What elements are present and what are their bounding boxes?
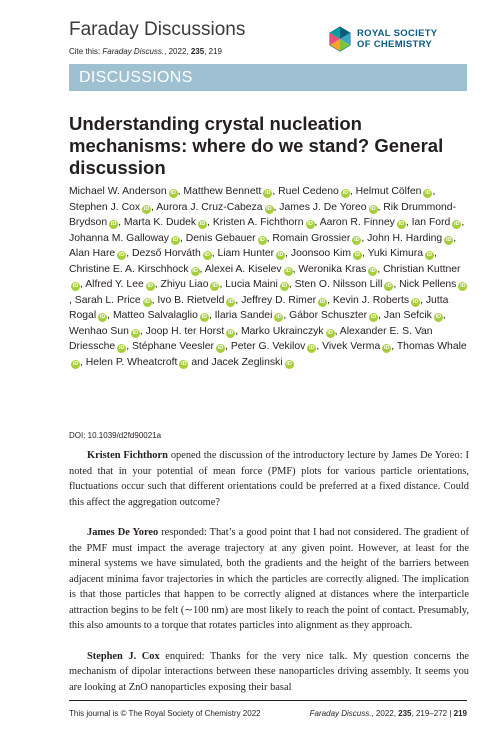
author-name[interactable]: John H. Harding	[367, 232, 443, 244]
author-name[interactable]: Jan Sefcik	[383, 310, 432, 321]
speaker-name: James De Yoreo	[87, 527, 159, 538]
orcid-icon[interactable]: iD	[192, 267, 198, 274]
orcid-icon[interactable]: iD	[276, 314, 282, 320]
orcid-icon[interactable]: iD	[426, 252, 433, 258]
orcid-icon[interactable]: iD	[454, 221, 460, 227]
orcid-icon[interactable]: iD	[277, 252, 284, 258]
author-name[interactable]: Sten O. Nilsson Lill	[294, 279, 383, 290]
author-name[interactable]: Weronika Kras	[298, 263, 367, 275]
orcid-icon[interactable]: iD	[285, 267, 291, 274]
orcid-icon[interactable]: iD	[460, 283, 466, 289]
orcid-icon[interactable]: iD	[132, 329, 139, 336]
author-name[interactable]: Romain Grossier	[272, 232, 351, 244]
orcid-icon[interactable]: iD	[425, 190, 431, 196]
author-name[interactable]: Marko Ukrainczyk	[241, 325, 324, 337]
orcid-icon[interactable]: iD	[307, 221, 313, 227]
doi[interactable]: DOI: 10.1039/d2fd90021a	[69, 431, 162, 440]
paragraph-text: opened the discussion of the introductory lecture by James De Yoreo: I noted that in your potential of mean force (PMF) plots for various particle orientations, fluctuations occur such that different orientations could be preferred at a fixed distance. Could this affect the aggregation outcome?	[69, 450, 469, 508]
author-name[interactable]: Christine E. A. Kirschhock	[69, 263, 189, 275]
orcid-icon[interactable]: iD	[212, 283, 218, 289]
author-name[interactable]: Zhiyu Liao	[160, 279, 209, 290]
author-name[interactable]: Rik Drummond-Brydson	[69, 201, 457, 228]
footer-journal: Faraday Discuss.	[309, 709, 372, 718]
author-name[interactable]: and Jacek Zeglinski	[191, 356, 283, 368]
author-name[interactable]: Jeffrey D. Rimer	[241, 294, 317, 306]
author-name[interactable]: Stephen J. Cox	[69, 201, 141, 213]
author-name[interactable]: Dezső Horváth	[132, 248, 201, 259]
orcid-icon[interactable]: iD	[327, 329, 333, 336]
orcid-icon[interactable]: iD	[370, 314, 377, 320]
author-name[interactable]: Stéphane Veesler	[131, 341, 215, 352]
author-name[interactable]: Helen P. Wheatcroft	[85, 356, 178, 368]
orcid-icon[interactable]: iD	[118, 252, 125, 258]
discussion-paragraph	[69, 649, 469, 696]
discussion-paragraph	[69, 448, 469, 510]
orcid-icon[interactable]: iD	[259, 236, 265, 243]
author-name[interactable]: Matthew Bennett	[183, 186, 262, 197]
speaker-name: Kristen Fichthorn	[87, 450, 168, 461]
orcid-icon[interactable]: iD	[281, 283, 288, 289]
orcid-icon[interactable]: iD	[354, 236, 360, 243]
orcid-icon[interactable]: iD	[386, 283, 392, 289]
rsc-logo	[327, 26, 457, 52]
orcid-icon[interactable]: iD	[227, 329, 234, 336]
section-banner: DISCUSSIONS	[69, 64, 467, 91]
orcid-icon[interactable]: iD	[435, 314, 442, 320]
cite-journal: Faraday Discuss.	[102, 47, 165, 56]
orcid-icon[interactable]: iD	[342, 190, 349, 196]
author-name[interactable]: Alan Hare	[69, 248, 116, 259]
discussion-paragraph	[69, 525, 469, 634]
footer-divider	[69, 700, 467, 701]
orcid-icon[interactable]: iD	[199, 221, 206, 227]
orcid-icon[interactable]: iD	[398, 221, 405, 227]
page-number: 219	[453, 709, 467, 718]
journal-title: Faraday Discussions	[69, 19, 246, 40]
author-name[interactable]: Kevin J. Roberts	[332, 294, 410, 306]
author-name[interactable]: Wenhao Sun	[69, 325, 129, 337]
author-name[interactable]: Ilaria Sandei	[214, 310, 273, 321]
author-name[interactable]: Ivo B. Rietveld	[157, 294, 225, 306]
author-name[interactable]: Joop H. ter Horst	[145, 325, 225, 337]
article-body	[69, 448, 469, 710]
author-name[interactable]: Alfred Y. Lee	[85, 279, 144, 290]
footer-year: , 2022,	[371, 709, 399, 718]
orcid-icon[interactable]: iD	[370, 267, 376, 274]
orcid-icon[interactable]: iD	[265, 190, 271, 196]
author-name[interactable]: Johanna M. Galloway	[69, 232, 169, 244]
author-name[interactable]: Michael W. Anderson	[69, 186, 167, 197]
orcid-icon[interactable]: iD	[319, 298, 326, 305]
orcid-icon[interactable]: iD	[144, 298, 150, 305]
author-name[interactable]: Alexander E. S. Van Driessche	[69, 325, 433, 352]
orcid-icon[interactable]: iD	[354, 252, 361, 258]
author-name[interactable]: Helmut Cölfen	[355, 186, 422, 197]
orcid-icon[interactable]: iD	[309, 345, 315, 351]
orcid-icon[interactable]: iD	[228, 298, 234, 305]
orcid-icon[interactable]: iD	[170, 190, 176, 196]
paragraph-text: enquired: Thanks for the very nice talk. My question concerns the mechanism of dipolar interactions between these nanoparticles driving assembly. It seems you are looking at ZnO nanoparticles exposing their basal	[69, 650, 470, 693]
rsc-line-2: OF CHEMISTRY	[357, 39, 433, 50]
orcid-icon[interactable]: iD	[286, 360, 292, 367]
orcid-icon[interactable]: iD	[266, 205, 272, 212]
rsc-emblem-icon	[327, 26, 353, 52]
cite-year: , 2022,	[164, 47, 191, 56]
author-list: Michael W. Anderson iD , Matthew Bennett iD , Ruel Cedeno iD , Helmut Cölfen iD , Stephen J. Cox iD , Aurora J. Cruz-Cabeza iD , James J. De Yoreo iD , Rik Drummond-Brydson iD , Marta K. Dudek iD , Kristen A. Fichthorn iD , Aaron R. Finney iD , Ian Ford iD , Johanna M. Galloway iD , Denis Gebauer iD , Romain Grossier iD , John H. Harding iD , Alan Hare iD , Dezső Horváth iD , Liam Hunter iD , Joonsoo Kim iD , Yuki Kimura iD , Christine E. A. Kirschhock iD , Alexei A. Kiselev iD , Weronika Kras iD , Christian KuttneriD , Alfred Y. Lee iD , Zhiyu Liao iD , Lucia Maini iD , Sten O. Nilsson Lill iD , Nick Pellens iD, Sarah L. Price iD , Ivo B. Rietveld iD , Jeffrey D. Rimer iD , Kevin J. Roberts iD , Jutta Rogal iD , Matteo Salvalaglio iD , Ilaria Sandei iD , Gábor Schuszter iD , Jan Sefcik iD , Wenhao Sun iD , Joop H. ter Horst iD , Marko Ukrainczyk iD , Alexander E. S. Van Driessche iD , Stéphane Veesler iD , Peter G. Vekilov iD , Vivek Verma iD , Thomas WhaleiD , Helen P. Wheatcroft iD and Jacek Zeglinski iD	[69, 186, 467, 368]
author-name[interactable]: Christian Kuttner	[383, 263, 461, 275]
author-name[interactable]: Vivek Verma	[322, 341, 381, 352]
author-name[interactable]: Marta K. Dudek	[123, 217, 197, 228]
orcid-icon[interactable]: iD	[370, 205, 376, 212]
footer-citation	[265, 709, 467, 718]
author-name[interactable]: Peter G. Vekilov	[230, 341, 306, 352]
cite-prefix: Cite this:	[69, 47, 101, 56]
author-name[interactable]: Alexei A. Kiselev	[204, 263, 282, 275]
author-name[interactable]: Aurora J. Cruz-Cabeza	[156, 201, 263, 213]
rsc-line-1: ROYAL SOCIETY	[357, 28, 438, 39]
orcid-icon[interactable]: iD	[181, 360, 187, 367]
author-name[interactable]: Nick Pellens	[399, 279, 457, 290]
citation-line	[69, 47, 222, 56]
orcid-icon[interactable]: iD	[201, 314, 208, 320]
author-name[interactable]: Ian Ford	[411, 217, 451, 228]
author-name[interactable]: Ruel Cedeno	[278, 186, 339, 197]
cite-page: , 219	[204, 47, 222, 56]
author-name[interactable]: Kristen A. Fichthorn	[212, 217, 304, 228]
footer-volume: 235	[398, 709, 412, 718]
paragraph-text: responded: That’s a good point that I had not considered. The gradient of the PMF must impact the average trajectory at any given point. However, at least for the mineral systems we have simulated, both the gradients and the height of the barriers between adjacent minima favor trajectories in which the particles are correctly aligned. The implication is that those particles that happen to be correctly aligned at distances where the interparticle attraction begins to be felt (∼100 nm) are most likely to reach the point of contact. Presumably, this also amounts to a torque that rotates particles into alignment as they approach.	[69, 527, 469, 631]
author-name[interactable]: Sarah L. Price	[74, 294, 141, 306]
orcid-icon[interactable]: iD	[147, 283, 153, 289]
orcid-icon[interactable]: iD	[143, 205, 150, 212]
author-name[interactable]: Thomas Whale	[396, 341, 467, 352]
author-name[interactable]: Aaron R. Finney	[319, 217, 395, 228]
orcid-icon[interactable]: iD	[99, 314, 106, 320]
orcid-icon[interactable]: iD	[118, 345, 125, 351]
orcid-icon[interactable]: iD	[172, 236, 179, 243]
author-name[interactable]: Liam Hunter	[217, 248, 275, 259]
orcid-icon[interactable]: iD	[445, 236, 452, 243]
orcid-icon[interactable]: iD	[204, 252, 210, 258]
author-name[interactable]: Matteo Salvalaglio	[112, 310, 198, 321]
footer-pages: , 219–272 |	[411, 709, 454, 718]
author-name[interactable]: Joonsoo Kim	[290, 248, 351, 259]
orcid-icon[interactable]: iD	[72, 283, 79, 289]
cite-volume: 235	[190, 47, 205, 56]
author-name[interactable]: Yuki Kimura	[367, 248, 424, 259]
orcid-icon[interactable]: iD	[72, 360, 79, 367]
footer-copyright: This journal is © The Royal Society of Chemistry 2022	[69, 709, 261, 718]
orcid-icon[interactable]: iD	[383, 345, 390, 351]
article-title: Understanding crystal nucleation mechanisms: where do we stand? General discussion	[69, 113, 444, 178]
author-name[interactable]: James J. De Yoreo	[279, 201, 367, 213]
author-name[interactable]: Denis Gebauer	[185, 232, 256, 244]
rsc-wordmark	[357, 28, 437, 50]
orcid-icon[interactable]: iD	[217, 345, 224, 351]
author-name[interactable]: Jutta Rogal	[69, 294, 449, 321]
author-name[interactable]: Lucia Maini	[225, 279, 278, 290]
author-name[interactable]: Gábor Schuszter	[289, 310, 368, 321]
orcid-icon[interactable]: iD	[110, 221, 117, 227]
orcid-icon[interactable]: iD	[412, 298, 419, 305]
speaker-name: Stephen J. Cox	[87, 650, 160, 662]
